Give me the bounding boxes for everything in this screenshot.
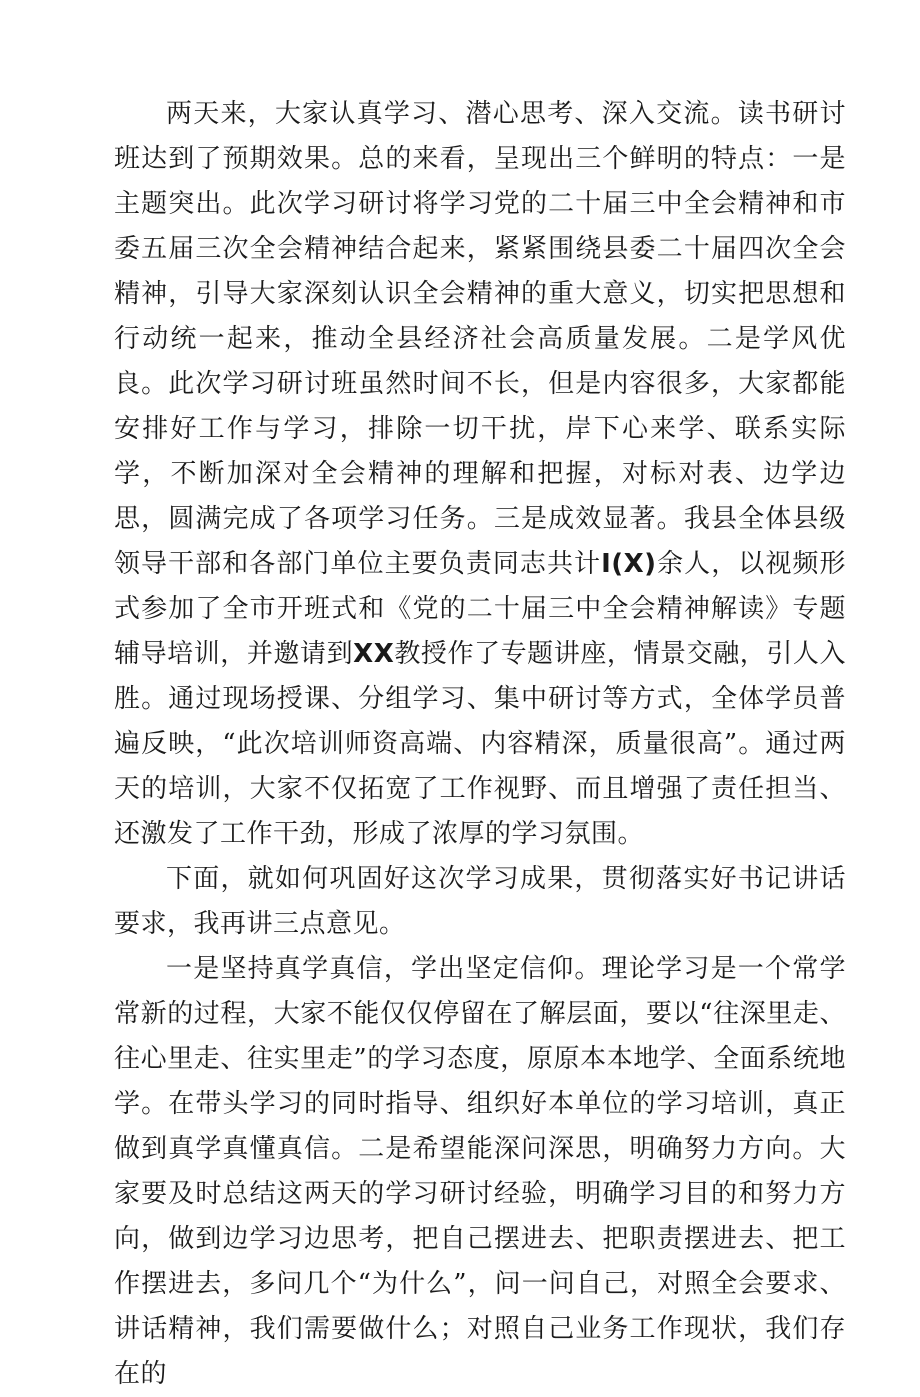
paragraph-1-text-b: 余人，以视频形式参加了全市开班式和《党的二十届三中全会精神解读》专题辅导培训，并邀请到 [114, 549, 846, 669]
paragraph-1-text-a: 两天来，大家认真学习、潜心思考、深入交流。读书研讨班达到了预期效果。总的来看，呈现出三个鲜明的特点：一是主题突出。此次学习研讨将学习党的二十届三中全会精神和市委五届三次全会精神结合起来，紧紧围绕县委二十届四次全会精神，引导大家深刻认识全会精神的重大意义，切实把思想和行动统一起来，推动全县经济社会高质量发展。二是学风优良。此次学习研讨班虽然时间不长，但是内容很多，大家都能安排好工作与学习，排除一切干扰，岸下心来学、联系实际学，不断加深对全会精神的理解和把握，对标对表、边学边思，圆满完成了各项学习任务。三是成效显著。我县全体县级领导干部和各部门单位主要负责同志共计 [114, 99, 846, 579]
document-body [114, 92, 846, 1397]
professor-name: XX [353, 639, 395, 669]
paragraph-1-text-c: 教授作了专题讲座，情景交融，引人入胜。通过现场授课、分组学习、集中研讨等方式，全体学员普遍反映，“此次培训师资高端、内容精深，质量很高”。通过两天的培训，大家不仅拓宽了工作视野、而且增强了责任担当、还激发了工作干劲，形成了浓厚的学习氛围。 [114, 639, 846, 849]
paragraph-3: 一是坚持真学真信，学出坚定信仰。理论学习是一个常学常新的过程，大家不能仅仅停留在了解层面，要以“往深里走、往心里走、往实里走”的学习态度，原原本本地学、全面系统地学。在带头学习的同时指导、组织好本单位的学习培训，真正做到真学真懂真信。二是希望能深问深思，明确努力方向。大家要及时总结这两天的学习研讨经验，明确学习目的和努力方向，做到边学习边思考，把自己摆进去、把职责摆进去、把工作摆进去，多问几个“为什么”，问一问自己，对照全会要求、讲话精神，我们需要做什么；对照自己业务工作现状，我们存在的 [114, 954, 846, 1389]
participant-count: I(X) [601, 549, 657, 579]
paragraph-2: 下面，就如何巩固好这次学习成果，贯彻落实好书记讲话要求，我再讲三点意见。 [114, 864, 846, 939]
paragraph-1 [114, 92, 846, 857]
